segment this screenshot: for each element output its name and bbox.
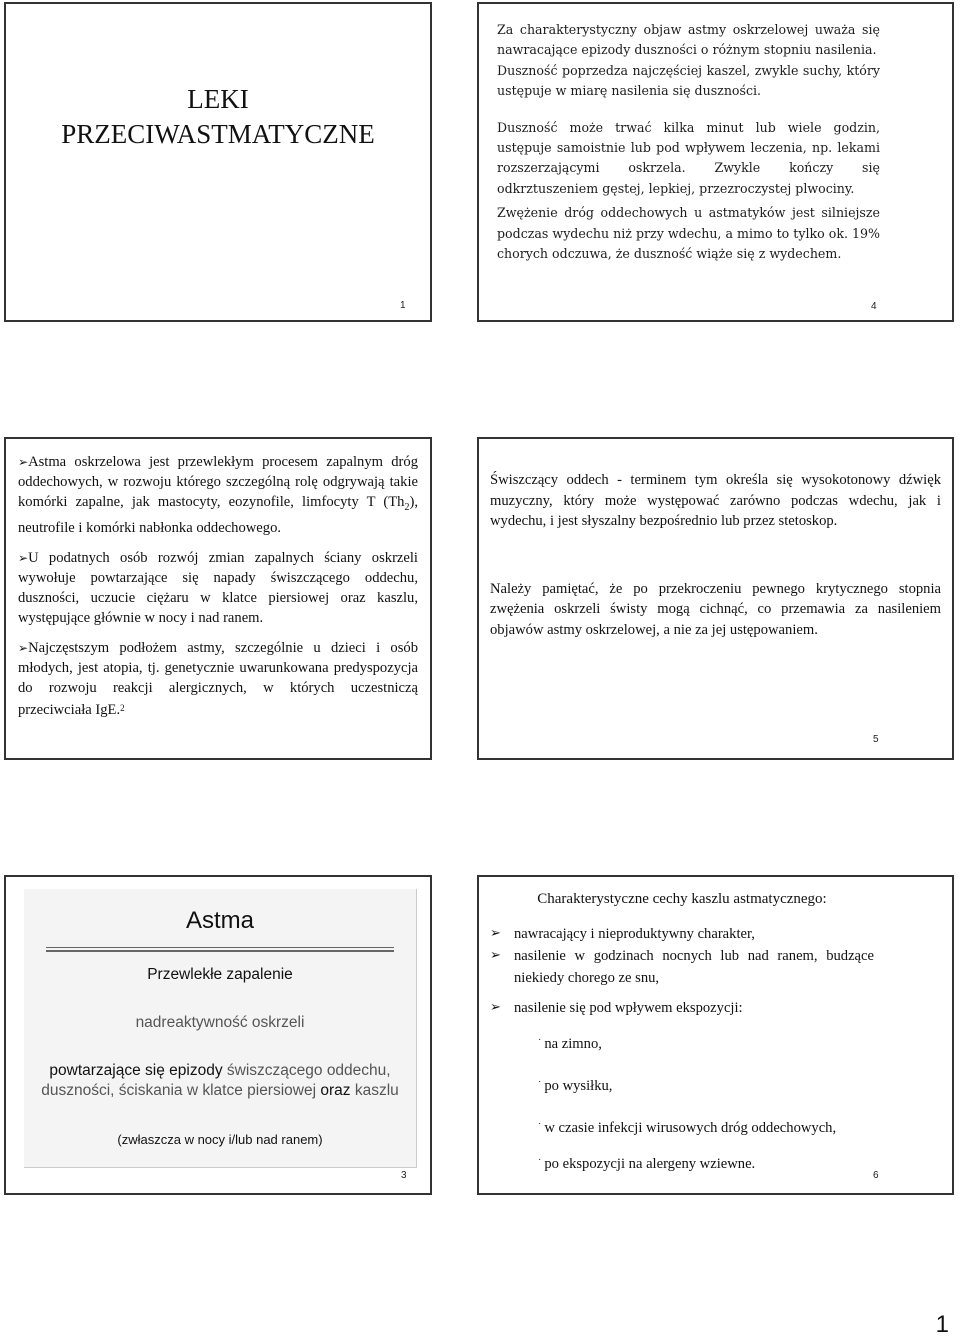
sub-list-item: ˙ po ekspozycji na alergeny wziewne.: [538, 1156, 756, 1172]
slide-number: 3: [401, 1170, 407, 1181]
slide-body: [490, 470, 941, 640]
slide-3: [4, 875, 432, 1195]
list-item: ➢ nasilenie w godzinach nocnych lub nad ranem, budzące niekiedy chorego ze snu,: [490, 945, 874, 989]
slide-number: 2: [120, 702, 125, 713]
slide-body: [497, 20, 880, 264]
arrow-bullet-icon: ➢: [18, 640, 29, 655]
dot-bullet-icon: ˙: [538, 1038, 542, 1049]
arrow-bullet-icon: ➢: [490, 1000, 501, 1015]
paragraph: Zwężenie dróg oddechowych u astmatyków jest silniejsze podczas wydechu niż przy wdechu, a mimo to tylko ok. 19% chorych odczuwa, że duszność wiąże się z wydechem.: [497, 205, 880, 262]
slide-title: [6, 82, 430, 152]
paragraph: ➢Astma oskrzelowa jest przewlekłym procesem zapalnym dróg oddechowych, w rozwoju którego szczególną rolę odgrywają takie komórki zapalne, jak mastocyty, eozynofile, limfocyty T $(Th_2)$, neutrofile i komórki nabłonka oddechowego.: [18, 454, 418, 536]
diagram-line: (zwłaszcza w nocy i/lub nad ranem): [117, 1132, 323, 1147]
slide-number: 6: [873, 1170, 879, 1181]
arrow-bullet-icon: ➢: [490, 926, 501, 941]
divider: [46, 947, 394, 952]
diagram-line: Przewlekłe zapalenie: [147, 966, 293, 983]
diagram-line: powtarzające się epizody świszczącego oddechu, duszności, ściskania w klatce piersiowej oraz kaszlu: [41, 1062, 399, 1099]
slide-number: 4: [871, 301, 877, 312]
diagram-line: nadreaktywność oskrzeli: [135, 1014, 305, 1031]
paragraph: ➢U podatnych osób rozwój zmian zapalnych ściany oskrzeli wywołuje powtarzające się napady świszczącego oddechu, duszności, uczucie ciężaru w klatce piersiowej oraz kaszlu, występujące głównie w nocy i nad ranem.: [18, 549, 418, 626]
arrow-bullet-icon: ➢: [18, 550, 29, 565]
paragraph: ➢Najczęstszym podłożem astmy, szczególnie u dzieci i osób młodych, jest atopia, tj. genetycznie uwarunkowana predyspozycja do rozwoju reakcji alergicznych, w których uczestniczą przeciwciała IgE.$^2$: [18, 639, 418, 718]
sub-list-item: ˙ na zimno,: [538, 1036, 602, 1052]
list-item: ➢ nasilenie się pod wpływem ekspozycji:: [490, 997, 874, 1019]
arrow-bullet-icon: ➢: [490, 948, 501, 963]
slide-title: Charakterystyczne cechy kaszlu astmatycznego:: [537, 891, 827, 907]
paragraph: Duszność poprzedza najczęściej kaszel, zwykle suchy, który ustępuje w miarę nasilenia się duszności.: [497, 62, 880, 99]
slide-body: [490, 889, 874, 1175]
slide-2: [4, 437, 432, 760]
dot-bullet-icon: ˙: [538, 1158, 542, 1169]
paragraph: Świszczący oddech - terminem tym określa się wysokotonowy dźwięk muzyczny, który może występować zarówno podczas wdechu, jak i wydechu, i jest słyszalny bezpośrednio lub przez stetoskop.: [490, 472, 941, 529]
slide-5: [477, 437, 954, 760]
paragraph: Za charakterystyczny objaw astmy oskrzelowej uważa się nawracające epizody duszności o różnym stopniu nasilenia.: [497, 22, 880, 58]
list-item: ➢ nawracający i nieproduktywny charakter,: [490, 923, 874, 945]
dot-bullet-icon: ˙: [538, 1080, 542, 1091]
paragraph: Duszność może trwać kilka minut lub wiele godzin, ustępuje samoistnie lub pod wpływem leczenia, np. lekami rozszerzającymi oskrzela. Zwykle kończy się odkrztuszeniem gęstej, lepkiej, przezroczystej plwociny.: [497, 119, 880, 196]
diagram-heading: Astma: [185, 907, 254, 934]
diagram-panel: [24, 889, 417, 1168]
slide-1: [4, 2, 432, 322]
slide-number: 1: [400, 300, 406, 311]
slide-body: [18, 452, 418, 720]
title-line-2: PRZECIWASTMATYCZNE: [61, 119, 375, 149]
sub-list-item: ˙ po wysiłku,: [538, 1078, 613, 1094]
slide-6: [477, 875, 954, 1195]
title-line-1: LEKI: [187, 84, 249, 114]
page-number: 1: [935, 1311, 949, 1338]
slide-4: [477, 2, 954, 322]
arrow-bullet-icon: ➢: [18, 455, 29, 469]
slide-number: 5: [873, 734, 879, 745]
paragraph: Należy pamiętać, że po przekroczeniu pewnego krytycznego stopnia zwężenia oskrzeli świsty mogą cichnąć, co przemawia za nasileniem objawów astmy oskrzelowej, a nie za jej ustępowaniem.: [490, 580, 941, 638]
dot-bullet-icon: ˙: [538, 1122, 542, 1133]
sub-list-item: ˙ w czasie infekcji wirusowych dróg oddechowych,: [538, 1120, 837, 1136]
